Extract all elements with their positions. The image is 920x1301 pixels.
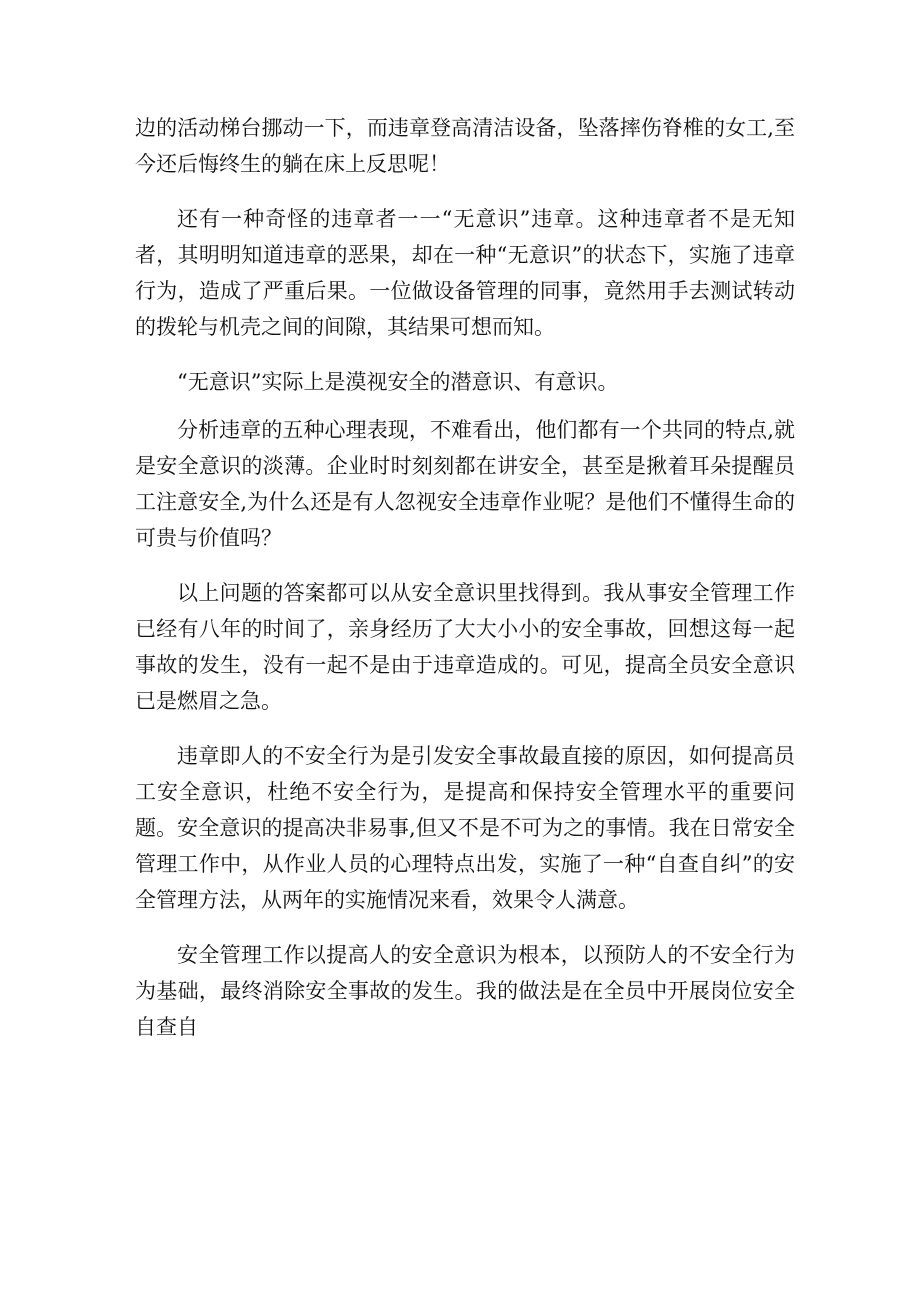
paragraph-3: “无意识”实际上是漠视安全的潜意识、有意识。 [177,370,619,394]
paragraph-2: 还有一种奇怪的违章者一一“无意识”违章。这种违章者不是无知者，其明明知道违章的恶果，却在一种“无意识”的状态下，实施了违章行为，造成了严重后果。一位做设备管理的同事，竟然用手去测试转动的拨轮与机壳之间的间隙，其结果可想而知。 [135,207,795,339]
paragraph-1: 边的活动梯台挪动一下，而违章登高清洁设备，坠落摔伤脊椎的女工,至今还后悔终生的躺在床上反思呢！ [135,116,795,176]
paragraph-4: 分析违章的五种心理表现，不难看出，他们都有一个共同的特点,就是安全意识的淡薄。企业时时刻刻都在讲安全，甚至是揪着耳朵提醒员工注意安全,为什么还是有人忽视安全违章作业呢？是他们不懂得生命的可贵与价值吗？ [135,418,795,550]
paragraph-7: 安全管理工作以提高人的安全意识为根本，以预防人的不安全行为为基础，最终消除安全事故的发生。我的做法是在全员中开展岗位安全自查自 [135,943,795,1039]
paragraph-6: 违章即人的不安全行为是引发安全事故最直接的原因，如何提高员工安全意识，杜绝不安全行为，是提高和保持安全管理水平的重要问题。安全意识的提高决非易事,但又不是不可为之的事情。我在日常安全管理工作中，从作业人员的心理特点出发，实施了一种“自查自纠”的安全管理方法，从两年的实施情况来看，效果令人满意。 [135,744,795,912]
paragraph-5: 以上问题的答案都可以从安全意识里找得到。我从事安全管理工作已经有八年的时间了，亲身经历了大大小小的安全事故，回想这每一起事故的发生，没有一起不是由于违章造成的。可见，提高全员安全意识已是燃眉之急。 [135,581,795,713]
document-body [135,110,795,1064]
